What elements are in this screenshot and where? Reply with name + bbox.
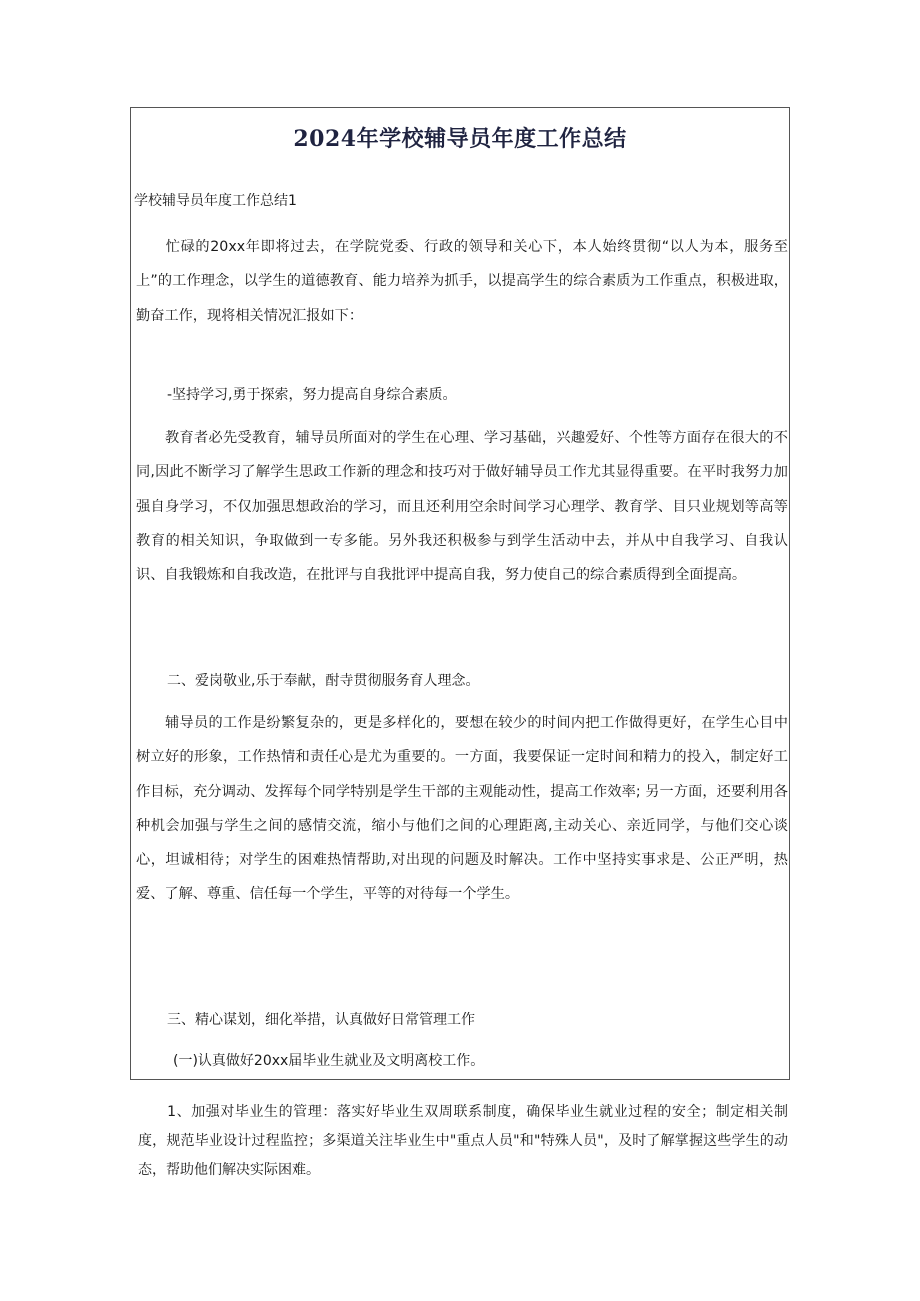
paragraph-graduate-management: 1、加强对毕业生的管理：落实好毕业生双周联系制度，确保毕业生就业过程的安全；制定相关制度，规范毕业设计过程监控；多渠道关注毕业生中"重点人员"和"特殊人员"，及时了解掌握这些学生的动态，帮助他们解决实际困难。 — [138, 1104, 788, 1178]
paragraph-study: 教育者必先受教育，辅导员所面对的学生在心理、学习基础，兴趣爱好、个性等方面存在很大的不同,因此不断学习了解学生思政工作新的理念和技巧对于做好辅导员工作尤其显得重要。在平时我努力加强自身学习，不仅加强思想政治的学习，而且还利用空余时间学习心理学、教育学、目只业规划等高等教育的相关知识，争取做到一专多能。另外我还积极参与到学生活动中去，并从中自我学习、自我认识、自我锻炼和自我改造，在批评与自我批评中提高自我，努力使自己的综合素质得到全面提高。 — [136, 430, 788, 584]
document-title: 2024年学校辅导员年度工作总结 — [293, 126, 627, 152]
heading-dedication: 二、爱岗敬业,乐于奉献，酎寺贯彻服务育人理念。 — [167, 673, 480, 689]
heading-study: -坚持学习,勇于探索，努力提高自身综合素质。 — [167, 387, 457, 403]
paragraph-intro: 忙碌的20xx年即将过去，在学院党委、行政的领导和关心下，本人始终贯彻“以人为本，服务至上”的工作理念，以学生的道德教育、能力培养为抓手，以提高学生的综合素质为工作重点，积极进取，勤奋工作，现将相关情况汇报如下： — [136, 239, 788, 324]
section-subtitle: 学校辅导员年度工作总结1 — [134, 193, 297, 209]
paragraph-dedication: 辅导员的工作是纷繁复杂的，更是多样化的，要想在较少的时间内把工作做得更好，在学生心目中树立好的形象，工作热情和责任心是尤为重要的。一方面，我要保证一定时间和精力的投入，制定好工作目标，充分调动、发挥每个同学特别是学生干部的主观能动性，提高工作效率; 另一方面，还要利用各种机会加强与学生之间的感情交流，缩小与他们之间的心理距离,主动关心、亲近同学，与他们交心谈心，坦诚相待；对学生的困难热情帮助,对出现的问题及时解决。工作中坚持实事求是、公正严明，热爱、了解、尊重、信任每一个学生，平等的对待每一个学生。 — [136, 715, 788, 903]
document-frame — [130, 107, 790, 1080]
heading-management: 三、精心谋划，细化举措，认真做好日常管理工作 — [167, 1012, 475, 1028]
heading-graduates: (一)认真做好20xx届毕业生就业及文明离校工作。 — [173, 1053, 485, 1069]
